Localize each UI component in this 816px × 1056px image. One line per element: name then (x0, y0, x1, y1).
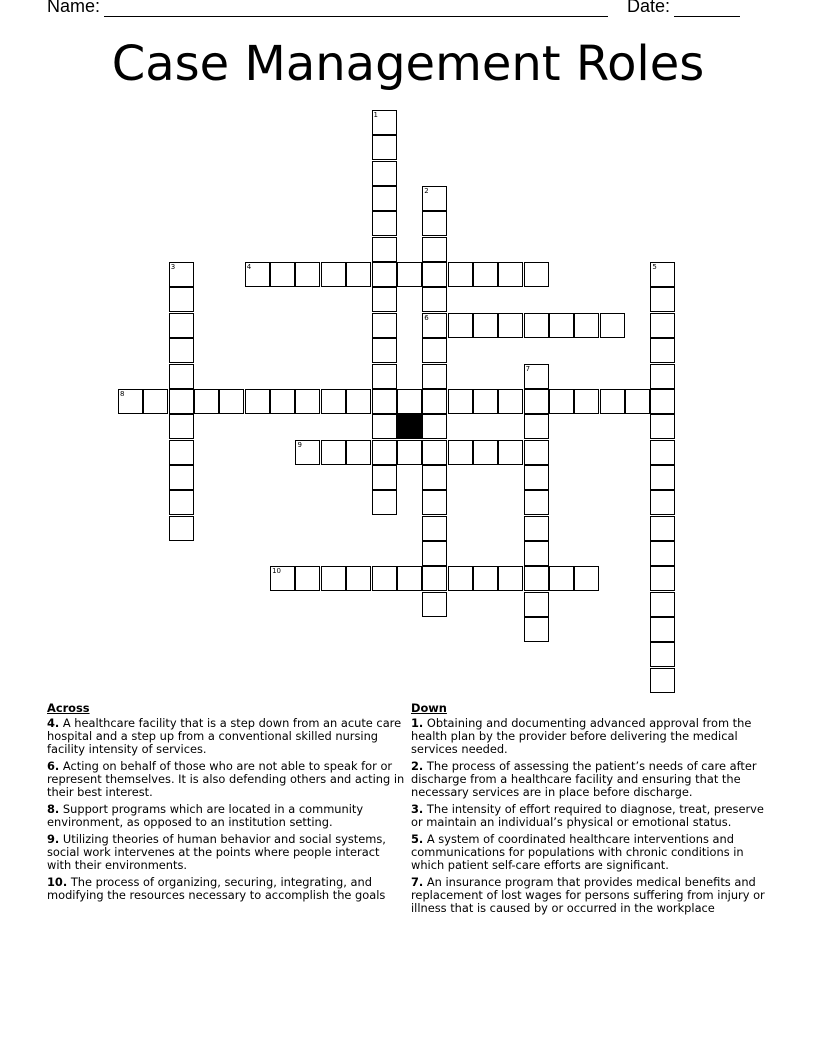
across-clue-9: 9. Utilizing theories of human behavior and social systems, social work intervenes at the points where people interact with their environments. (47, 832, 386, 872)
grid-cell[interactable] (169, 414, 194, 439)
cell-number: 9 (297, 440, 302, 449)
grid-cell[interactable] (498, 566, 523, 591)
grid-cell[interactable] (625, 389, 650, 414)
grid-cell[interactable] (169, 440, 194, 465)
grid-cell[interactable] (650, 668, 675, 693)
grid-cell[interactable] (524, 617, 549, 642)
grid-cell[interactable] (422, 237, 447, 262)
cell-number: 6 (424, 313, 429, 322)
grid-cell[interactable] (498, 262, 523, 287)
grid-cell[interactable] (650, 287, 675, 312)
grid-cell[interactable] (372, 110, 397, 135)
date-label: Date: (627, 0, 671, 16)
grid-cell[interactable] (321, 566, 346, 591)
grid-cell[interactable] (574, 566, 599, 591)
grid-cell[interactable] (422, 541, 447, 566)
grid-cell[interactable] (650, 389, 675, 414)
grid-cell[interactable] (650, 592, 675, 617)
grid-cell[interactable] (524, 440, 549, 465)
grid-cell[interactable] (321, 440, 346, 465)
grid-cell[interactable] (143, 389, 168, 414)
grid-cell[interactable] (422, 465, 447, 490)
grid-cell[interactable] (473, 313, 498, 338)
grid-cell[interactable] (448, 440, 473, 465)
down-clue-7: 7. An insurance program that provides medical benefits and replacement of lost wages for persons suffering from injury or illness that is caused by or occurred in the workplace (411, 875, 765, 915)
grid-cell[interactable] (270, 389, 295, 414)
grid-cell[interactable] (295, 389, 320, 414)
grid-cell[interactable] (422, 211, 447, 236)
grid-cell[interactable] (422, 186, 447, 211)
grid-cell[interactable] (422, 287, 447, 312)
grid-cell[interactable] (321, 389, 346, 414)
grid-cell[interactable] (524, 389, 549, 414)
grid-cell[interactable] (118, 389, 143, 414)
grid-cell[interactable] (549, 566, 574, 591)
grid-cell[interactable] (372, 161, 397, 186)
grid-cell[interactable] (650, 338, 675, 363)
grid-cell[interactable] (524, 465, 549, 490)
grid-cell[interactable] (372, 338, 397, 363)
grid-cell[interactable] (321, 262, 346, 287)
grid-cell[interactable] (295, 262, 320, 287)
black-cell (397, 414, 422, 439)
grid-cell[interactable] (169, 516, 194, 541)
grid-cell[interactable] (549, 389, 574, 414)
across-clues (47, 702, 407, 906)
grid-cell[interactable] (219, 389, 244, 414)
cell-number: 7 (525, 364, 531, 373)
grid-cell[interactable] (169, 490, 194, 515)
grid-cell[interactable] (650, 465, 675, 490)
grid-cell[interactable] (473, 262, 498, 287)
cell-number: 10 (272, 567, 282, 576)
grid-cell[interactable] (372, 465, 397, 490)
grid-cell[interactable] (422, 389, 447, 414)
grid-cell[interactable] (650, 541, 675, 566)
grid-cell[interactable] (650, 516, 675, 541)
grid-cell[interactable] (372, 135, 397, 160)
grid-cell[interactable] (422, 414, 447, 439)
grid-cell[interactable] (448, 566, 473, 591)
grid-cell[interactable] (524, 541, 549, 566)
grid-cell[interactable] (397, 440, 422, 465)
grid-cell[interactable] (169, 338, 194, 363)
grid-cell[interactable] (422, 592, 447, 617)
grid-cell[interactable] (245, 389, 270, 414)
grid-cell[interactable] (524, 364, 549, 389)
grid-cell[interactable] (524, 592, 549, 617)
grid-cell[interactable] (422, 364, 447, 389)
grid-cell[interactable] (372, 313, 397, 338)
grid-cell[interactable] (422, 313, 447, 338)
grid-cell[interactable] (397, 262, 422, 287)
grid-cell[interactable] (346, 566, 371, 591)
grid-cell[interactable] (650, 313, 675, 338)
grid-cell[interactable] (650, 262, 675, 287)
grid-cell[interactable] (397, 566, 422, 591)
grid-cell[interactable] (524, 414, 549, 439)
grid-cell[interactable] (346, 262, 371, 287)
grid-cell[interactable] (270, 566, 295, 591)
grid-cell[interactable] (650, 364, 675, 389)
grid-cell[interactable] (549, 313, 574, 338)
grid-cell[interactable] (498, 389, 523, 414)
grid-cell[interactable] (448, 389, 473, 414)
grid-cell[interactable] (498, 440, 523, 465)
grid-cell[interactable] (295, 566, 320, 591)
name-label: Name: (47, 0, 101, 16)
grid-cell[interactable] (372, 237, 397, 262)
grid-cell[interactable] (422, 440, 447, 465)
grid-cell[interactable] (372, 566, 397, 591)
cell-number: 3 (170, 263, 176, 272)
down-clue-5: 5. A system of coordinated healthcare interventions and communications for populations with chronic conditions in which patient self-care efforts are significant. (411, 832, 744, 872)
grid-cell[interactable] (169, 364, 194, 389)
grid-cell[interactable] (498, 313, 523, 338)
across-clue-8: 8. Support programs which are located in a community environment, as opposed to an institution setting. (47, 802, 364, 829)
page-title: Case Management Roles (111, 36, 705, 92)
grid-cell[interactable] (372, 287, 397, 312)
grid-cell[interactable] (473, 389, 498, 414)
grid-cell[interactable] (169, 287, 194, 312)
grid-cell[interactable] (169, 262, 194, 287)
grid-cell[interactable] (372, 186, 397, 211)
across-heading: Across (47, 701, 90, 715)
grid-cell[interactable] (270, 262, 295, 287)
down-clues (411, 702, 769, 919)
down-clue-2: 2. The process of assessing the patient’s needs of care after discharge from a healthcare facility and ensuring that the necessary services are in place before discharge. (411, 759, 757, 799)
grid-cell[interactable] (372, 364, 397, 389)
across-clue-10: 10. The process of organizing, securing, integrating, and modifying the resources necessary to accomplish the goals (47, 875, 386, 902)
grid-cell[interactable] (372, 414, 397, 439)
cell-number: 2 (424, 187, 429, 196)
grid-cell[interactable] (650, 566, 675, 591)
grid-cell[interactable] (650, 440, 675, 465)
grid-cell[interactable] (650, 617, 675, 642)
grid-cell[interactable] (524, 516, 549, 541)
grid-cell[interactable] (372, 262, 397, 287)
grid-cell[interactable] (372, 211, 397, 236)
grid-cell[interactable] (650, 642, 675, 667)
grid-cell[interactable] (422, 566, 447, 591)
grid-cell[interactable] (473, 566, 498, 591)
grid-cell[interactable] (650, 490, 675, 515)
grid-cell[interactable] (650, 414, 675, 439)
grid-cell[interactable] (600, 389, 625, 414)
down-clue-1: 1. Obtaining and documenting advanced approval from the health plan by the provider before delivering the medical services needed. (411, 716, 752, 756)
cell-number: 5 (652, 263, 657, 272)
down-clue-3: 3. The intensity of effort required to diagnose, treat, preserve or maintain an individual’s physical or emotional status. (411, 802, 764, 829)
cell-number: 1 (373, 111, 378, 119)
grid-cell[interactable] (574, 389, 599, 414)
grid-cell[interactable] (245, 262, 270, 287)
grid-cell[interactable] (346, 440, 371, 465)
cell-number: 4 (246, 263, 252, 272)
grid-cell[interactable] (422, 338, 447, 363)
grid-cell[interactable] (574, 313, 599, 338)
cell-number: 8 (120, 389, 125, 398)
grid-cell[interactable] (524, 490, 549, 515)
grid-cell[interactable] (169, 389, 194, 414)
grid-cell[interactable] (473, 440, 498, 465)
grid-cell[interactable] (169, 313, 194, 338)
grid-cell[interactable] (524, 262, 549, 287)
grid-cell[interactable] (600, 313, 625, 338)
across-clue-4: 4. A healthcare facility that is a step down from an acute care hospital and a step up from a conventional skilled nursing facility intensity of services. (47, 716, 402, 756)
grid-cell[interactable] (346, 389, 371, 414)
grid-cell[interactable] (448, 262, 473, 287)
grid-cell[interactable] (422, 262, 447, 287)
grid-cell[interactable] (372, 490, 397, 515)
grid-cell[interactable] (397, 389, 422, 414)
grid-cell[interactable] (372, 440, 397, 465)
grid-cell[interactable] (422, 490, 447, 515)
grid-cell[interactable] (524, 313, 549, 338)
grid-cell[interactable] (194, 389, 219, 414)
grid-cell[interactable] (448, 313, 473, 338)
grid-cell[interactable] (422, 516, 447, 541)
grid-cell[interactable] (169, 465, 194, 490)
down-heading: Down (411, 701, 447, 715)
grid-cell[interactable] (295, 440, 320, 465)
across-clue-6: 6. Acting on behalf of those who are not able to speak for or represent themselves. It is also defending others and acting in their best interest. (47, 759, 405, 799)
grid-cell[interactable] (524, 566, 549, 591)
grid-cell[interactable] (372, 389, 397, 414)
